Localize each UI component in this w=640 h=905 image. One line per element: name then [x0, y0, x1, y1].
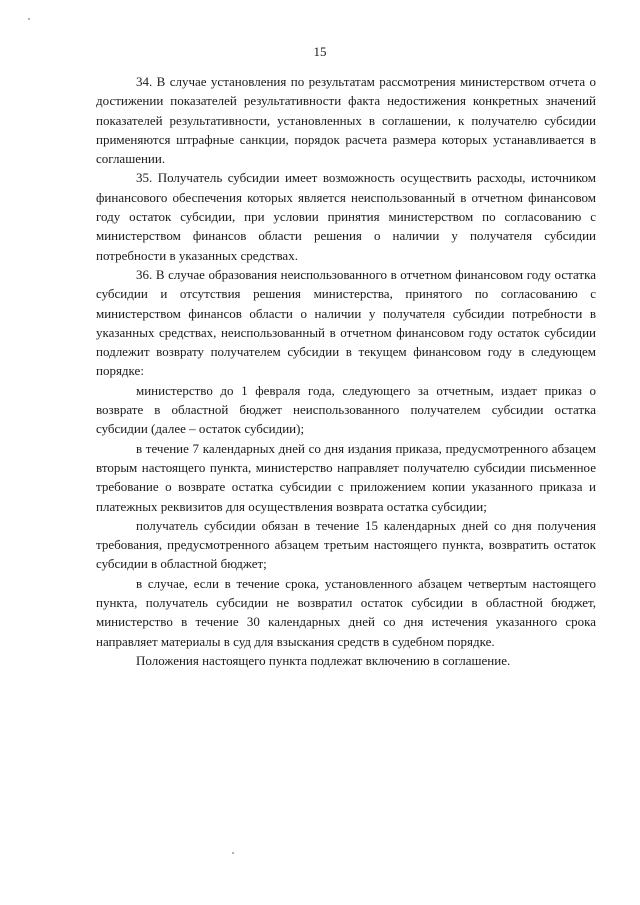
scan-artifact [28, 18, 30, 20]
paragraph-36-step-2: в течение 7 календарных дней со дня издания приказа, предусмотренного абзацем вторым настоящего пункта, министерство направляет получателю субсидии письменное требование о возврате остатка субсидии с приложением копии указанного приказа и платежных реквизитов для осуществления возврата остатка субсидии; [96, 440, 596, 514]
scan-artifact [232, 852, 234, 854]
paragraph-35: 35. Получатель субсидии имеет возможность осуществить расходы, источником финансового обеспечения которых является неиспользованный в отчетном финансовом году остаток субсидии, при условии принятия министерством по согласованию с министерством финансов области решения о наличии у получателя субсидии потребности в указанных средствах. [96, 170, 596, 263]
paragraph-36-step-1: министерство до 1 февраля года, следующего за отчетным, издает приказ о возврате в областной бюджет неиспользованного получателем субсидии остатка субсидии (далее – остаток субсидии); [96, 382, 596, 437]
paragraph-36: 36. В случае образования неиспользованного в отчетном финансовом году остатка субсидии и отсутствия решения министерства, принятого по согласованию с министерством финансов области о наличии у получателя субсидии потребности в указанных средствах, неиспользованный в отчетном финансовом году остаток субсидии подлежит возврату получателем субсидии в текущем финансовом году в следующем порядке: [96, 266, 596, 379]
paragraph-34: 34. В случае установления по результатам рассмотрения министерством отчета о достижении показателей результативности факта недостижения конкретных значений показателей результативности, установленных в соглашении, к получателю субсидии применяются штрафные санкции, порядок расчета размера которых устанавливается в соглашении. [96, 74, 596, 167]
page-number: 15 [313, 44, 327, 59]
paragraph-36-step-4: в случае, если в течение срока, установленного абзацем четвертым настоящего пункта, получатель субсидии не возвратил остаток субсидии в областной бюджет, министерство в течение 30 календарных дней со дня истечения указанного срока направляет материалы в суд для взыскания средств в судебном порядке. [96, 575, 596, 649]
document-body [96, 72, 596, 670]
paragraph-closing: Положения настоящего пункта подлежат включению в соглашение. [136, 652, 511, 668]
paragraph-36-step-3: получатель субсидии обязан в течение 15 календарных дней со дня получения требования, предусмотренного абзацем третьим настоящего пункта, возвратить остаток субсидии в областной бюджет; [96, 517, 596, 572]
